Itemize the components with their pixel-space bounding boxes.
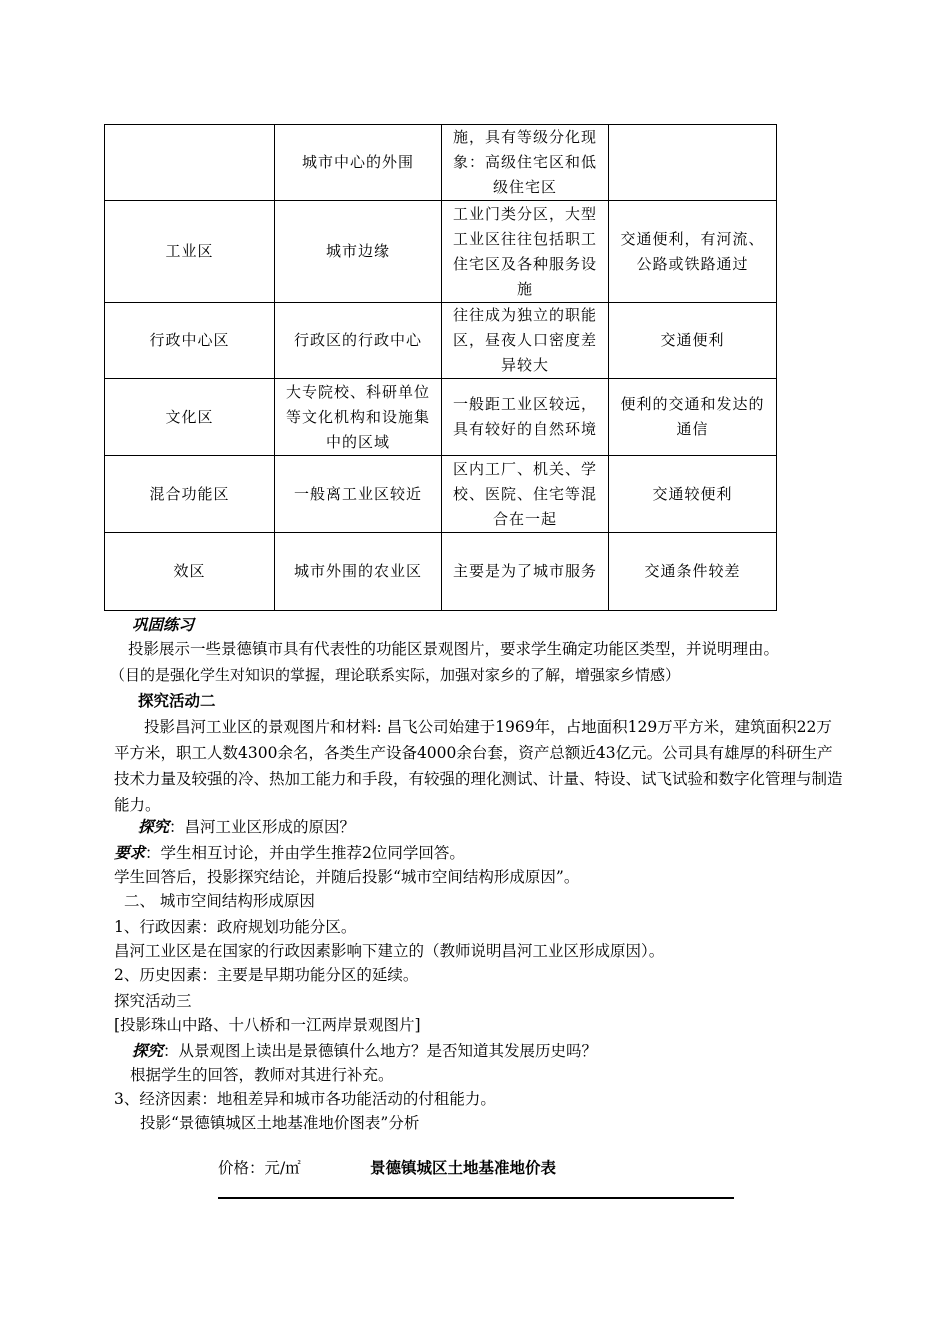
- function-zone-table: [104, 124, 777, 611]
- practice-text: 投影展示一些景德镇市具有代表性的功能区景观图片，要求学生确定功能区类型，并说明理由。: [128, 640, 780, 658]
- table-row: [105, 125, 777, 201]
- table-row: [105, 379, 777, 456]
- factor-economic: 3、经济因素：地租差异和城市各功能活动的付租能力。: [114, 1090, 496, 1108]
- table-cell: 交通较便利: [609, 456, 777, 533]
- factor-historical: 2、历史因素：主要是早期功能分区的延续。: [114, 966, 419, 984]
- practice-heading: 巩固练习: [132, 615, 195, 634]
- require-label: 要求: [114, 843, 146, 862]
- table-cell: 交通便利，有河流、公路或铁路通过: [609, 201, 777, 303]
- price-unit: 价格：元/㎡: [218, 1159, 301, 1177]
- table-cell: 行政中心区: [105, 303, 275, 379]
- table-cell: 混合功能区: [105, 456, 275, 533]
- explore-text: ：从景观图上读出是景德镇什么地方？是否知道其发展历史吗？: [163, 1042, 598, 1060]
- activity3-projection: [投影珠山中路、十八桥和一江两岸景观图片]: [114, 1016, 421, 1034]
- table-cell: 一般离工业区较近: [275, 456, 442, 533]
- table-cell: 便利的交通和发达的通信: [609, 379, 777, 456]
- table-top-rule: [218, 1197, 734, 1199]
- table-cell: 交通便利: [609, 303, 777, 379]
- table-cell: 施，具有等级分化现象：高级住宅区和低级住宅区: [442, 125, 609, 201]
- price-table-title: 景德镇城区土地基准地价表: [370, 1158, 557, 1177]
- explore-label: 探究: [132, 1041, 164, 1060]
- table-cell: 一般距工业区较远，具有较好的自然环境: [442, 379, 609, 456]
- section2-heading: 二、 城市空间结构形成原因: [124, 892, 315, 910]
- table-cell: 大专院校、科研单位等文化机构和设施集中的区域: [275, 379, 442, 456]
- table-cell: [105, 125, 275, 201]
- table-cell: 文化区: [105, 379, 275, 456]
- factor-administrative-note: 昌河工业区是在国家的行政因素影响下建立的（教师说明昌河工业区形成原因）。: [114, 942, 665, 960]
- require-text: ：学生相互讨论，并由学生推荐2位同学回答。: [145, 844, 465, 862]
- activity2-explore: [138, 814, 355, 840]
- activity2-require: [114, 840, 465, 866]
- practice-purpose: （目的是强化学生对知识的掌握，理论联系实际，加强对家乡的了解，增强家乡情感）: [110, 666, 681, 684]
- table-cell: 工业门类分区，大型工业区往往包括职工住宅区及各种服务设施: [442, 201, 609, 303]
- activity2-material: 投影昌河工业区的景观图片和材料: 昌飞公司始建于1969年，占地面积129万平方米，建筑面积22万平方米，职工人数4300余名，各类生产设备4000余台套，资产总额近43亿元。公司具有雄厚的科研生产技术力量及较强的冷、热加工能力和手段，有较强的理化测试、计量、特设、试飞试验和数字化管理与制造能力。: [114, 718, 843, 814]
- table-row: [105, 533, 777, 611]
- table-cell: 城市外围的农业区: [275, 533, 442, 611]
- table-cell: 区内工厂、机关、学校、医院、住宅等混合在一起: [442, 456, 609, 533]
- activity3-analysis: 投影“景德镇城区土地基准地价图表”分析: [140, 1114, 420, 1132]
- table-cell: 效区: [105, 533, 275, 611]
- table-cell: 城市中心的外围: [275, 125, 442, 201]
- table-cell: 主要是为了城市服务: [442, 533, 609, 611]
- table-cell: 往往成为独立的职能区，昼夜人口密度差异较大: [442, 303, 609, 379]
- table-cell: 工业区: [105, 201, 275, 303]
- activity2-heading: 探究活动二: [138, 691, 216, 710]
- table-cell: [609, 125, 777, 201]
- activity2-after: 学生回答后，投影探究结论，并随后投影“城市空间结构形成原因”。: [114, 868, 580, 886]
- activity3-answer: 根据学生的回答，教师对其进行补充。: [130, 1066, 394, 1084]
- explore-text: ：昌河工业区形成的原因？: [169, 818, 356, 836]
- factor-administrative: 1、行政因素：政府规划功能分区。: [114, 918, 357, 936]
- explore-label: 探究: [138, 817, 170, 836]
- table-row: [105, 303, 777, 379]
- activity3-heading: 探究活动三: [114, 992, 192, 1010]
- table-cell: 交通条件较差: [609, 533, 777, 611]
- table-cell: 行政区的行政中心: [275, 303, 442, 379]
- table-row: [105, 201, 777, 303]
- activity3-explore: [132, 1038, 597, 1064]
- table-row: [105, 456, 777, 533]
- table-cell: 城市边缘: [275, 201, 442, 303]
